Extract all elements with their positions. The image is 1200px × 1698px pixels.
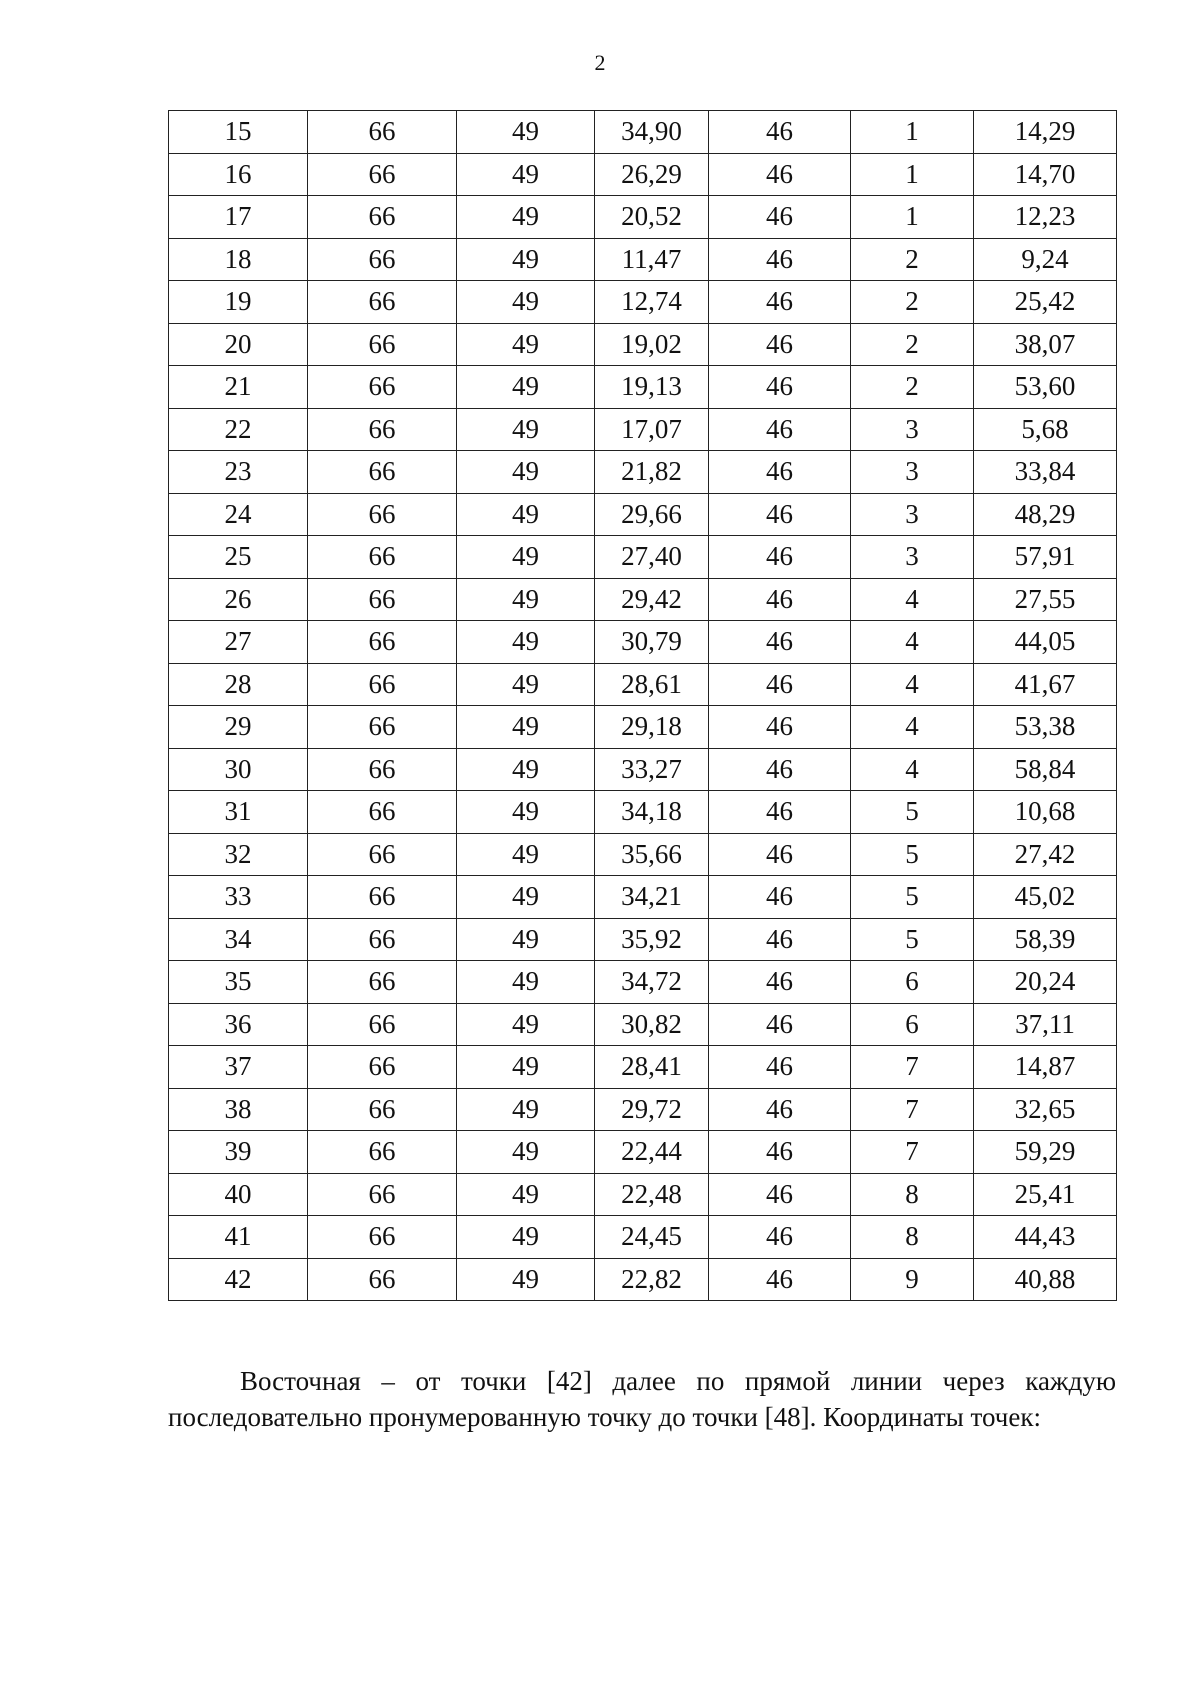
table-cell: 49 [457,408,595,451]
table-cell: 49 [457,1216,595,1259]
table-cell: 35,92 [595,918,709,961]
table-cell: 66 [308,791,457,834]
table-cell: 46 [709,451,851,494]
table-cell: 24,45 [595,1216,709,1259]
table-cell: 66 [308,408,457,451]
table-cell: 28,61 [595,663,709,706]
table-cell: 49 [457,536,595,579]
table-cell: 66 [308,366,457,409]
table-cell: 46 [709,706,851,749]
table-cell: 46 [709,1131,851,1174]
table-cell: 33 [169,876,308,919]
table-cell: 25,42 [974,281,1117,324]
table-cell: 23 [169,451,308,494]
table-cell: 58,84 [974,748,1117,791]
table-cell: 49 [457,748,595,791]
table-cell: 8 [851,1216,974,1259]
table-cell: 16 [169,153,308,196]
table-cell: 66 [308,1258,457,1301]
table-cell: 32,65 [974,1088,1117,1131]
table-row [169,748,1117,791]
table-cell: 66 [308,451,457,494]
table-cell: 3 [851,493,974,536]
table-cell: 27,40 [595,536,709,579]
table-row [169,621,1117,664]
table-row [169,451,1117,494]
table-cell: 46 [709,876,851,919]
table-row [169,408,1117,451]
table-cell: 27 [169,621,308,664]
paragraph-text: Восточная – от точки [42] далее по прямой линии через каждую последовательно пронумерованную точку до точки [48]. Координаты точек: [168,1366,1116,1432]
table-cell: 35,66 [595,833,709,876]
table-row [169,111,1117,154]
table-row [169,1003,1117,1046]
table-cell: 46 [709,621,851,664]
table-cell: 5,68 [974,408,1117,451]
table-cell: 36 [169,1003,308,1046]
table-cell: 4 [851,621,974,664]
table-cell: 7 [851,1088,974,1131]
boundary-description [168,1363,1116,1435]
table-cell: 29,66 [595,493,709,536]
table-row [169,196,1117,239]
table-cell: 30 [169,748,308,791]
table-cell: 46 [709,1046,851,1089]
table-cell: 39 [169,1131,308,1174]
table-cell: 49 [457,153,595,196]
table-cell: 41,67 [974,663,1117,706]
table-cell: 46 [709,281,851,324]
table-row [169,663,1117,706]
table-cell: 44,43 [974,1216,1117,1259]
table-cell: 32 [169,833,308,876]
table-cell: 49 [457,196,595,239]
table-cell: 46 [709,663,851,706]
table-cell: 34,90 [595,111,709,154]
table-cell: 29,18 [595,706,709,749]
table-cell: 4 [851,578,974,621]
table-cell: 49 [457,1088,595,1131]
table-cell: 49 [457,1046,595,1089]
table-cell: 3 [851,451,974,494]
table-cell: 17,07 [595,408,709,451]
table-cell: 66 [308,323,457,366]
table-cell: 49 [457,323,595,366]
table-cell: 66 [308,153,457,196]
table-cell: 1 [851,196,974,239]
table-cell: 37 [169,1046,308,1089]
table-cell: 58,39 [974,918,1117,961]
table-row [169,706,1117,749]
table-cell: 66 [308,621,457,664]
table-row [169,1088,1117,1131]
table-body [169,111,1117,1301]
table-cell: 66 [308,196,457,239]
table-row [169,536,1117,579]
table-cell: 11,47 [595,238,709,281]
table-cell: 46 [709,1088,851,1131]
table-cell: 49 [457,238,595,281]
table-cell: 34,18 [595,791,709,834]
table-cell: 14,29 [974,111,1117,154]
table-cell: 3 [851,408,974,451]
table-cell: 46 [709,918,851,961]
table-cell: 38,07 [974,323,1117,366]
table-row [169,323,1117,366]
table-cell: 34 [169,918,308,961]
table-cell: 66 [308,1088,457,1131]
table-cell: 66 [308,876,457,919]
table-cell: 46 [709,153,851,196]
table-cell: 46 [709,366,851,409]
table-row [169,1258,1117,1301]
table-cell: 15 [169,111,308,154]
table-cell: 2 [851,238,974,281]
table-cell: 40 [169,1173,308,1216]
table-cell: 49 [457,706,595,749]
table-cell: 26 [169,578,308,621]
table-row [169,1131,1117,1174]
table-cell: 48,29 [974,493,1117,536]
table-cell: 66 [308,238,457,281]
table-cell: 49 [457,621,595,664]
table-cell: 14,87 [974,1046,1117,1089]
table-cell: 66 [308,1003,457,1046]
table-cell: 28,41 [595,1046,709,1089]
table-cell: 5 [851,791,974,834]
table-cell: 46 [709,1216,851,1259]
table-cell: 5 [851,918,974,961]
table-cell: 49 [457,1131,595,1174]
table-cell: 40,88 [974,1258,1117,1301]
table-row [169,366,1117,409]
table-cell: 66 [308,663,457,706]
table-cell: 66 [308,918,457,961]
table-cell: 49 [457,791,595,834]
table-cell: 66 [308,1131,457,1174]
table-cell: 49 [457,1003,595,1046]
table-cell: 30,82 [595,1003,709,1046]
table-cell: 4 [851,706,974,749]
table-cell: 19,13 [595,366,709,409]
table-cell: 46 [709,961,851,1004]
table-cell: 66 [308,111,457,154]
table-cell: 29,42 [595,578,709,621]
table-cell: 29 [169,706,308,749]
table-cell: 21,82 [595,451,709,494]
table-cell: 46 [709,1003,851,1046]
table-cell: 46 [709,323,851,366]
table-cell: 12,74 [595,281,709,324]
table-cell: 28 [169,663,308,706]
table-cell: 20 [169,323,308,366]
table-cell: 6 [851,961,974,1004]
table-cell: 25 [169,536,308,579]
table-row [169,1173,1117,1216]
table-cell: 49 [457,451,595,494]
table-cell: 66 [308,748,457,791]
table-cell: 49 [457,918,595,961]
table-cell: 4 [851,748,974,791]
table-cell: 45,02 [974,876,1117,919]
table-cell: 46 [709,238,851,281]
table-cell: 38 [169,1088,308,1131]
table-cell: 31 [169,791,308,834]
table-cell: 49 [457,493,595,536]
table-cell: 22,48 [595,1173,709,1216]
table-cell: 34,72 [595,961,709,1004]
table-cell: 57,91 [974,536,1117,579]
table-cell: 25,41 [974,1173,1117,1216]
table-cell: 49 [457,578,595,621]
table-row [169,281,1117,324]
table-cell: 6 [851,1003,974,1046]
table-row [169,493,1117,536]
table-row [169,918,1117,961]
table-cell: 49 [457,111,595,154]
table-cell: 7 [851,1046,974,1089]
table-cell: 66 [308,706,457,749]
table-cell: 9,24 [974,238,1117,281]
table-cell: 66 [308,493,457,536]
table-cell: 59,29 [974,1131,1117,1174]
table-cell: 5 [851,833,974,876]
table-cell: 1 [851,153,974,196]
table-cell: 30,79 [595,621,709,664]
table-cell: 33,84 [974,451,1117,494]
table-cell: 42 [169,1258,308,1301]
table-cell: 49 [457,366,595,409]
page-number: 2 [594,50,606,75]
table-cell: 20,24 [974,961,1117,1004]
table-cell: 46 [709,748,851,791]
table-cell: 18 [169,238,308,281]
table-cell: 46 [709,578,851,621]
table-cell: 33,27 [595,748,709,791]
table-cell: 19,02 [595,323,709,366]
table-row [169,791,1117,834]
table-cell: 49 [457,876,595,919]
table-cell: 4 [851,663,974,706]
table-cell: 7 [851,1131,974,1174]
table-cell: 2 [851,323,974,366]
table-cell: 66 [308,961,457,1004]
table-cell: 41 [169,1216,308,1259]
table-row [169,153,1117,196]
table-cell: 20,52 [595,196,709,239]
table-cell: 49 [457,663,595,706]
table-row [169,833,1117,876]
table-cell: 22,44 [595,1131,709,1174]
table-cell: 49 [457,961,595,1004]
table-cell: 22,82 [595,1258,709,1301]
table-cell: 2 [851,366,974,409]
table-cell: 46 [709,111,851,154]
table-cell: 46 [709,833,851,876]
table-row [169,1216,1117,1259]
table-cell: 1 [851,111,974,154]
table-cell: 35 [169,961,308,1004]
table-cell: 37,11 [974,1003,1117,1046]
table-cell: 66 [308,578,457,621]
table-cell: 9 [851,1258,974,1301]
table-row [169,961,1117,1004]
table-cell: 46 [709,1258,851,1301]
table-cell: 46 [709,196,851,239]
table-cell: 66 [308,1216,457,1259]
coordinates-table [168,110,1117,1301]
table-cell: 14,70 [974,153,1117,196]
table-row [169,876,1117,919]
table-cell: 46 [709,1173,851,1216]
table-row [169,578,1117,621]
table-row [169,238,1117,281]
table-cell: 53,38 [974,706,1117,749]
table-cell: 66 [308,281,457,324]
table-cell: 66 [308,536,457,579]
table-cell: 8 [851,1173,974,1216]
table-row [169,1046,1117,1089]
table-cell: 49 [457,1258,595,1301]
table-cell: 49 [457,281,595,324]
table-cell: 22 [169,408,308,451]
table-cell: 19 [169,281,308,324]
table-cell: 66 [308,1173,457,1216]
table-cell: 2 [851,281,974,324]
table-cell: 27,42 [974,833,1117,876]
table-cell: 5 [851,876,974,919]
table-cell: 29,72 [595,1088,709,1131]
table-cell: 17 [169,196,308,239]
table-cell: 24 [169,493,308,536]
table-cell: 10,68 [974,791,1117,834]
table-cell: 66 [308,1046,457,1089]
table-cell: 12,23 [974,196,1117,239]
table-cell: 46 [709,791,851,834]
table-cell: 3 [851,536,974,579]
table-cell: 46 [709,536,851,579]
table-cell: 53,60 [974,366,1117,409]
table-cell: 44,05 [974,621,1117,664]
table-cell: 46 [709,493,851,536]
table-cell: 49 [457,833,595,876]
table-cell: 21 [169,366,308,409]
table-cell: 27,55 [974,578,1117,621]
table-cell: 46 [709,408,851,451]
table-cell: 34,21 [595,876,709,919]
table-cell: 26,29 [595,153,709,196]
table-cell: 49 [457,1173,595,1216]
table-cell: 66 [308,833,457,876]
